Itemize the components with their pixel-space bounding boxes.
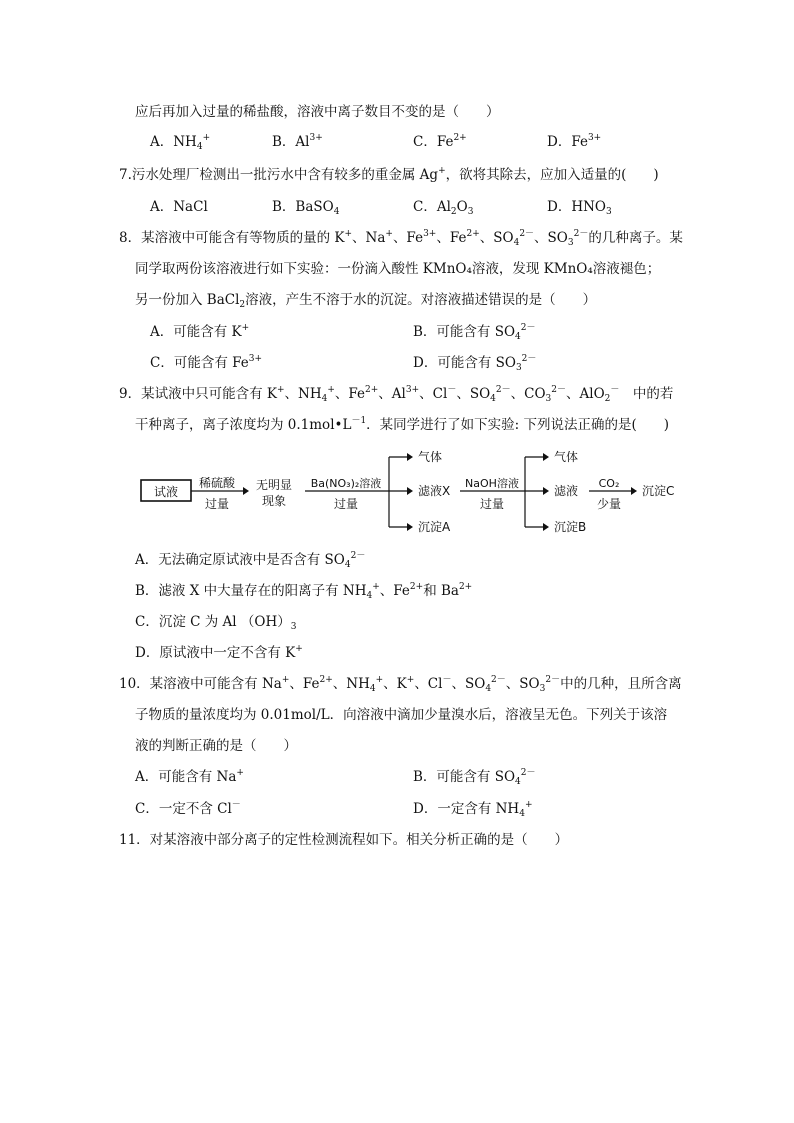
- flow-precipitate-c: 沉淀C: [642, 484, 675, 498]
- flow-reagent-3-amount: 过量: [479, 497, 505, 511]
- q9-option-b[interactable]: B．滤液 X 中大量存在的阳离子有 $NH_4^+$、$Fe^{2+}$和 $Ba^{2+}$: [135, 582, 473, 601]
- q6-stem-line: 应后再加入过量的稀盐酸，溶液中离子数目不变的是（ ）: [135, 104, 500, 120]
- q7-option-a[interactable]: A．NaCl: [150, 199, 208, 215]
- flow-reagent-1: 稀硫酸: [198, 476, 236, 490]
- q6-option-a[interactable]: A．$NH_4^+$: [150, 133, 211, 152]
- q8-option-c[interactable]: C．可能含有 $Fe^{3+}$: [150, 354, 263, 371]
- q7-option-d[interactable]: D．$HNO_3$: [547, 199, 612, 217]
- flow-arrowhead-ppt-a: [407, 523, 413, 531]
- q6-option-b[interactable]: B．$Al^{3+}$: [272, 133, 323, 150]
- flow-precipitate-a: 沉淀A: [418, 520, 451, 534]
- q10-option-b[interactable]: B．可能含有 $SO_4^{2-}$: [413, 768, 536, 787]
- flow-arrowhead-filtrate: [543, 487, 549, 495]
- flow-phenomenon-1: 无明显: [255, 478, 293, 492]
- flow-precipitate-b: 沉淀B: [554, 520, 587, 534]
- flow-arrowhead-4: [631, 487, 637, 495]
- q10-stem-line3: 液的判断正确的是（ ）: [135, 738, 297, 754]
- q10-option-d[interactable]: D．一定含有 $NH_4^+$: [413, 800, 533, 819]
- flow-arrowhead-filtrate-x: [407, 487, 413, 495]
- q9-flow-diagram: [135, 445, 695, 545]
- q8-option-b[interactable]: B．可能含有 $SO_4^{2-}$: [413, 323, 536, 342]
- q8-stem-line1: 8．某溶液中可能含有等物质的量的 K+、Na+、$Fe^{3+}$、$Fe^{2+}$、$SO_4^{2-}$、$SO_3^{2-}$的几种离子。某: [119, 229, 683, 248]
- q10-option-c[interactable]: C．一定不含 Cl－: [135, 800, 241, 817]
- flow-filtrate: 滤液: [554, 484, 579, 498]
- q9-stem-line2: 干种离子，离子浓度均为 $0.1mol•L^{-1}$．某同学进行了如下实验: 下列说法正确的是( ): [135, 416, 670, 433]
- q10-option-a[interactable]: A．可能含有 Na+: [135, 768, 244, 785]
- q9-option-a[interactable]: A．无法确定原试液中是否含有 $SO_4^{2-}$: [135, 551, 366, 570]
- flow-reagent-4-amount: 少量: [596, 497, 622, 511]
- q6-option-c[interactable]: C．$Fe^{2+}$: [413, 133, 467, 150]
- q11-stem: 11．对某溶液中部分离子的定性检测流程如下。相关分析正确的是（ ）: [119, 832, 569, 848]
- q7-stem: 7.污水处理厂检测出一批污水中含有较多的重金属 Ag+，欲将其除去，应加入适量的( ): [119, 166, 659, 183]
- q8-stem-line2: 同学取两份该溶液进行如下实验：一份滴入酸性 KMnO₄溶液，发现 KMnO₄溶液褪色；: [135, 261, 661, 277]
- q9-option-d[interactable]: D．原试液中一定不含有 K+: [135, 644, 303, 661]
- flow-filtrate-x: 滤液X: [418, 484, 451, 498]
- q8-option-a[interactable]: A．可能含有 K+: [150, 323, 250, 340]
- q6-option-d[interactable]: D．$Fe^{3+}$: [547, 133, 602, 150]
- q10-stem-line1: 10．某溶液中可能含有 Na+、$Fe^{2+}$、$NH_4^+$、K+、Cl－、$SO_4^{2-}$、$SO_3^{2-}$中的几种，且所含离: [119, 675, 682, 694]
- q9-stem-line1: 9．某试液中只可能含有 K+、$NH_4^+$、$Fe^{2+}$、$Al^{3+}$、Cl－、$SO_4^{2-}$、$CO_3^{2-}$、AlO$_2$－ 中的若: [119, 385, 674, 404]
- flow-reagent-1-amount: 过量: [204, 497, 230, 511]
- flow-reagent-3: NaOH溶液: [465, 477, 519, 490]
- flow-arrowhead-ppt-b: [543, 523, 549, 531]
- flow-arrowhead-gas1: [407, 453, 413, 461]
- flow-arrowhead-1: [243, 487, 249, 495]
- q7-option-b[interactable]: B．BaSO$_4$: [272, 199, 340, 217]
- flow-gas-2: 气体: [554, 450, 579, 464]
- flow-reagent-2-amount: 过量: [333, 497, 359, 511]
- flow-start-label: 试液: [153, 485, 179, 499]
- q10-stem-line2: 子物质的量浓度均为 0.01mol/L．向溶液中滴加少量溴水后，溶液呈无色。下列关于该溶: [135, 707, 668, 723]
- flow-reagent-4: CO₂: [598, 477, 620, 490]
- flow-arrowhead-gas2: [543, 453, 549, 461]
- flow-gas-1: 气体: [418, 450, 443, 464]
- flow-reagent-2: Ba(NO₃)₂溶液: [310, 477, 382, 490]
- q8-option-d[interactable]: D．可能含有 $SO_3^{2-}$: [413, 354, 537, 373]
- flow-phenomenon-2: 现象: [261, 494, 287, 508]
- q8-stem-line3: 另一份加入 BaCl$_2$溶液，产生不溶于水的沉淀。对溶液描述错误的是（ ）: [135, 292, 597, 310]
- q9-option-c[interactable]: C．沉淀 C 为 Al $(OH)_3$: [135, 614, 297, 632]
- q7-option-c[interactable]: C．$Al_2O_3$: [413, 199, 474, 217]
